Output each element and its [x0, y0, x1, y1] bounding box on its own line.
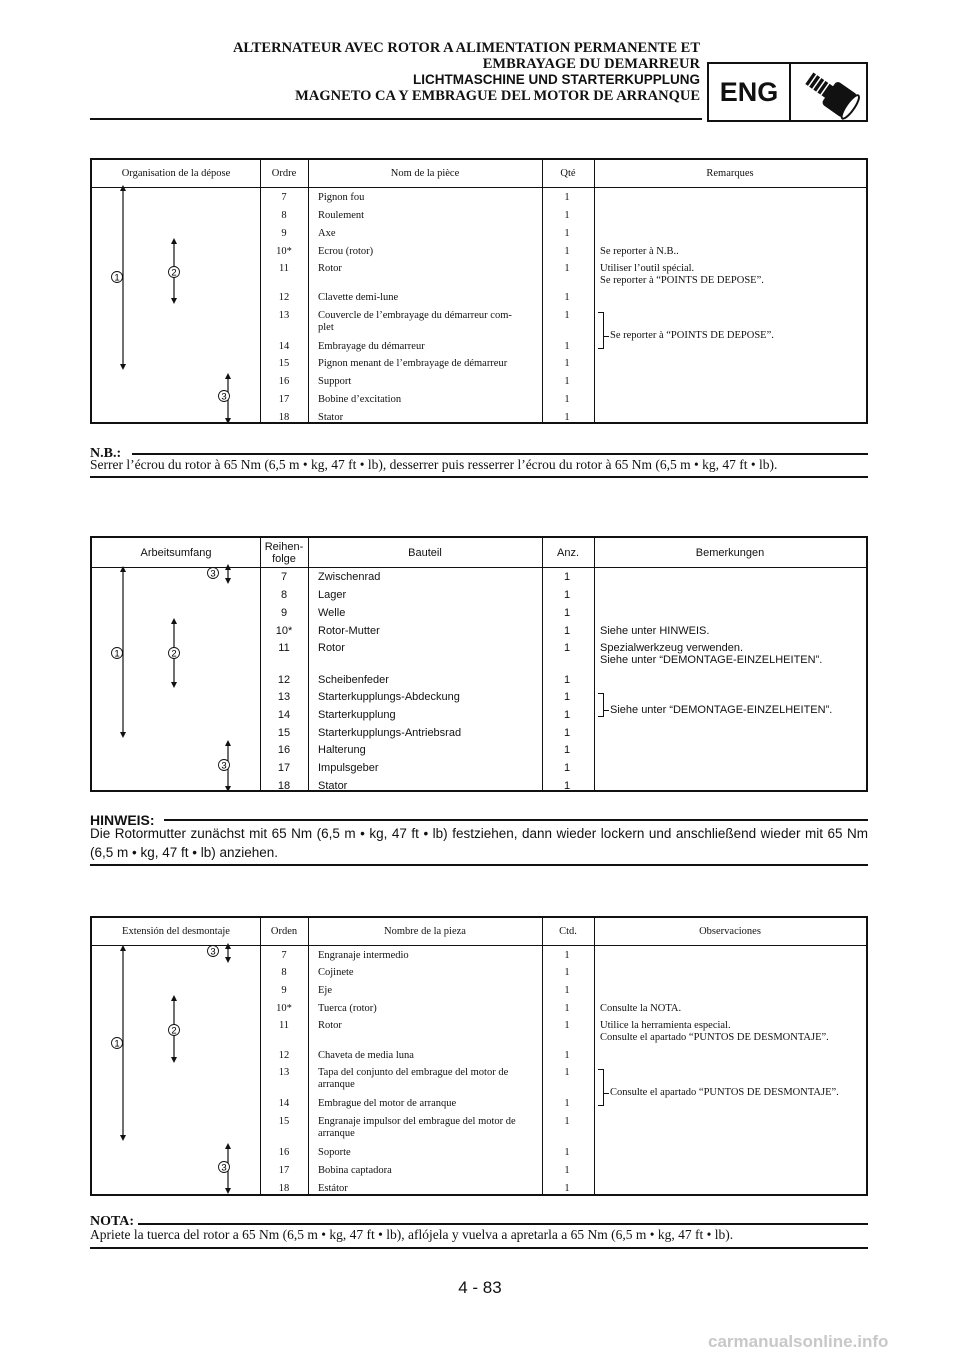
- arrow-group-3-top: [225, 943, 231, 963]
- svg-text:1: 1: [114, 648, 120, 660]
- row-name: Engranaje intermedio: [318, 950, 409, 961]
- note-text: Die Rotormutter zunächst mit 65 Nm (6,5 m • kg, 47 ft • lb) festziehen, dann wieder lockern und anschließend wieder mit 65 Nm (6,5 m • kg, 47 ft • lb) anziehen.: [90, 826, 868, 860]
- row-name: Stator: [318, 412, 344, 423]
- svg-text:3: 3: [210, 946, 216, 958]
- row-order: 12: [277, 674, 291, 686]
- row-name: Cojinete: [318, 967, 354, 978]
- marker-3: [208, 946, 219, 958]
- row-qty: 1: [564, 210, 570, 221]
- page-number: 4 - 83: [458, 1278, 502, 1297]
- row-name-cont: arranque: [318, 1128, 355, 1139]
- marker-1: [112, 648, 123, 660]
- row-name: Starterkupplung: [318, 709, 396, 721]
- row-qty: 1: [564, 341, 570, 352]
- col-order: Ordre: [271, 167, 297, 179]
- row-name: Rotor: [318, 642, 345, 654]
- row-order: 10*: [276, 1003, 292, 1014]
- row-order: 17: [278, 1165, 290, 1176]
- col-name: Nom de la pièce: [390, 167, 460, 179]
- marker-2: [169, 267, 180, 279]
- row-order: 9: [280, 607, 288, 619]
- row-name: Bobine d’excitation: [318, 394, 402, 405]
- col-group: Arbeitsumfang: [140, 546, 212, 559]
- row-order: 16: [278, 1147, 290, 1158]
- row-name: Impulsgeber: [318, 762, 379, 774]
- bracket-remark: Se reporter à “POINTS DE DEPOSE”.: [610, 330, 774, 341]
- note-title: HINWEIS:: [90, 812, 155, 828]
- row-qty: 1: [564, 985, 570, 996]
- row-name: Bobina captadora: [318, 1165, 392, 1176]
- col-group: Organisation de la dépose: [121, 167, 231, 179]
- row-name: Soporte: [318, 1147, 351, 1158]
- row-order: 13: [278, 1067, 290, 1078]
- row-qty: 1: [563, 709, 571, 721]
- bracket-remark: Consulte el apartado “PUNTOS DE DESMONTAJE”.: [610, 1087, 839, 1098]
- section-badge-label: ENG: [709, 64, 791, 120]
- note-title: N.B.:: [90, 446, 122, 461]
- row-order: 13: [277, 691, 291, 703]
- row-order: 18: [277, 780, 291, 792]
- row-remark: Consulte la NOTA.: [600, 1003, 682, 1014]
- row-remark-cont: Consulte el apartado “PUNTOS DE DESMONTAJE”.: [600, 1032, 829, 1043]
- row-order: 18: [278, 1183, 290, 1194]
- row-order: 14: [277, 709, 291, 721]
- row-name: Embrayage du démarreur: [318, 341, 425, 352]
- row-name: Support: [318, 376, 352, 387]
- col-remarks: Remarques: [706, 167, 754, 179]
- row-order: 14: [278, 341, 290, 352]
- row-name: Scheibenfeder: [318, 674, 389, 686]
- row-qty: 1: [564, 292, 570, 303]
- svg-text:3: 3: [210, 568, 216, 580]
- row-remark: Utilice la herramienta especial.: [600, 1020, 731, 1031]
- bracket-remark: Siehe unter “DEMONTAGE-EINZELHEITEN”.: [610, 704, 833, 716]
- row-name-cont: plet: [318, 322, 334, 333]
- row-name: Clavette demi-lune: [318, 292, 399, 303]
- header-line-3: LICHTMASCHINE UND STARTERKUPPLUNG: [413, 72, 700, 87]
- col-name: Nombre de la pieza: [384, 925, 466, 937]
- row-name: Tapa del conjunto del embrague del motor de: [318, 1067, 509, 1078]
- row-qty: 1: [564, 967, 570, 978]
- note-title: NOTA:: [90, 1214, 135, 1229]
- row-order: 8: [281, 210, 287, 221]
- row-qty: 1: [564, 376, 570, 387]
- row-qty: 1: [564, 263, 570, 274]
- svg-text:3: 3: [221, 1162, 227, 1174]
- row-order: 10*: [276, 246, 292, 257]
- row-name: Pignon fou: [318, 192, 365, 203]
- row-name: Chaveta de media luna: [318, 1050, 414, 1061]
- row-qty: 1: [564, 1003, 570, 1014]
- col-remarks: Bemerkungen: [695, 546, 765, 559]
- watermark: carmanualsonline.info: [708, 1332, 889, 1351]
- row-order: 15: [277, 727, 291, 739]
- col-qty: Anz.: [556, 546, 579, 559]
- row-remark-cont: Se reporter à “POINTS DE DEPOSE”.: [600, 275, 764, 286]
- row-order: 15: [278, 358, 290, 369]
- marker-2: [169, 1025, 180, 1037]
- row-order: 7: [281, 192, 287, 203]
- row-remark: Utiliser l’outil spécial.: [600, 263, 695, 274]
- row-name: Welle: [318, 607, 346, 619]
- row-order: 12: [278, 1050, 290, 1061]
- row-order: 8: [281, 967, 287, 978]
- row-name: Starterkupplungs-Abdeckung: [318, 691, 460, 703]
- row-order: 11: [278, 1020, 290, 1031]
- row-qty: 1: [564, 1165, 570, 1176]
- row-remark: Spezialwerkzeug verwenden.: [600, 642, 744, 654]
- row-order: 10*: [275, 625, 293, 637]
- row-qty: 1: [564, 1183, 570, 1194]
- row-qty: 1: [563, 780, 571, 792]
- row-qty: 1: [563, 642, 571, 654]
- marker-3: [208, 568, 219, 580]
- row-qty: 1: [564, 192, 570, 203]
- row-qty: 1: [564, 1147, 570, 1158]
- col-group: Extensión del desmontaje: [122, 925, 230, 937]
- row-qty: 1: [563, 762, 571, 774]
- row-name: Roulement: [318, 210, 365, 221]
- row-name: Rotor: [318, 263, 342, 274]
- svg-text:2: 2: [171, 267, 177, 279]
- svg-text:2: 2: [171, 1025, 177, 1037]
- col-order: Orden: [270, 925, 298, 937]
- header-line-2: EMBRAYAGE DU DEMARREUR: [482, 56, 700, 72]
- row-name: Lager: [318, 589, 347, 601]
- row-qty: 1: [563, 674, 571, 686]
- header-line-4: MAGNETO CA Y EMBRAGUE DEL MOTOR DE ARRANQUE: [295, 88, 700, 104]
- row-name: Ecrou (rotor): [318, 246, 374, 257]
- svg-text:2: 2: [171, 648, 177, 660]
- row-order: 16: [278, 376, 290, 387]
- row-remark: Se reporter à N.B..: [600, 246, 679, 257]
- row-qty: 1: [564, 246, 570, 257]
- row-name: Tuerca (rotor): [318, 1003, 377, 1014]
- row-qty: 1: [564, 1098, 570, 1109]
- row-name: Couvercle de l’embrayage du démarreur com-: [318, 310, 512, 321]
- col-remarks: Observaciones: [699, 925, 761, 937]
- row-name: Eje: [318, 985, 332, 996]
- note-text: Serrer l’écrou du rotor à 65 Nm (6,5 m • kg, 47 ft • lb), desserrer puis resserrer l’écrou du rotor à 65 Nm (6,5 m • kg, 47 ft • lb).: [90, 457, 778, 472]
- row-order: 9: [281, 985, 287, 996]
- col-order: Reihen- folge: [264, 540, 304, 565]
- row-order: 8: [280, 589, 288, 601]
- row-qty: 1: [564, 950, 570, 961]
- row-qty: 1: [564, 412, 570, 423]
- row-qty: 1: [563, 744, 571, 756]
- row-name: Rotor: [318, 1020, 342, 1031]
- row-name: Zwischenrad: [318, 571, 381, 583]
- row-remark: Siehe unter HINWEIS.: [600, 625, 710, 637]
- svg-text:1: 1: [114, 1038, 120, 1050]
- row-order: 16: [277, 744, 291, 756]
- header-line-1: ALTERNATEUR AVEC ROTOR A ALIMENTATION PERMANENTE ET: [232, 40, 700, 56]
- row-order: 7: [280, 571, 288, 583]
- marker-2: [169, 648, 180, 660]
- row-qty: 1: [564, 1116, 570, 1127]
- row-order: 9: [281, 228, 287, 239]
- col-qty: Ctd.: [559, 925, 577, 937]
- row-qty: 1: [564, 1050, 570, 1061]
- row-name: Stator: [318, 780, 348, 792]
- row-name-cont: arranque: [318, 1079, 355, 1090]
- svg-text:1: 1: [114, 272, 120, 284]
- row-order: 11: [278, 642, 290, 654]
- row-name: Engranaje impulsor del embrague del motor de: [318, 1116, 516, 1127]
- row-qty: 1: [564, 228, 570, 239]
- svg-text:3: 3: [221, 391, 227, 403]
- row-order: 18: [278, 412, 290, 423]
- row-qty: 1: [563, 589, 571, 601]
- row-qty: 1: [564, 394, 570, 405]
- row-qty: 1: [563, 571, 571, 583]
- row-qty: 1: [564, 1067, 570, 1078]
- row-order: 17: [278, 394, 290, 405]
- marker-1: [112, 1038, 123, 1050]
- row-qty: 1: [564, 1020, 570, 1031]
- col-qty: Qté: [560, 167, 576, 179]
- row-order: 15: [278, 1116, 290, 1127]
- row-order: 13: [278, 310, 290, 321]
- row-remark-cont: Siehe unter “DEMONTAGE-EINZELHEITEN”.: [600, 654, 823, 666]
- row-qty: 1: [563, 727, 571, 739]
- arrow-group-3-top: [225, 564, 231, 584]
- note-text: Apriete la tuerca del rotor a 65 Nm (6,5 m • kg, 47 ft • lb), aflójela y vuelva a apretarla a 65 Nm (6,5 m • kg, 47 ft • lb).: [90, 1227, 734, 1242]
- row-name: Halterung: [318, 744, 366, 756]
- row-name: Rotor-Mutter: [318, 625, 380, 637]
- row-qty: 1: [563, 691, 571, 703]
- row-qty: 1: [563, 607, 571, 619]
- row-name: Pignon menant de l’embrayage de démarreur: [318, 358, 508, 369]
- row-order: 14: [278, 1098, 290, 1109]
- row-name: Embrague del motor de arranque: [318, 1098, 457, 1109]
- row-order: 7: [281, 950, 287, 961]
- row-name: Starterkupplungs-Antriebsrad: [318, 727, 462, 739]
- row-qty: 1: [563, 625, 571, 637]
- col-name: Bauteil: [408, 546, 442, 559]
- marker-1: [112, 272, 123, 284]
- row-qty: 1: [564, 310, 570, 321]
- row-name: Estátor: [318, 1183, 348, 1194]
- row-name: Axe: [318, 228, 336, 239]
- row-order: 17: [277, 762, 291, 774]
- row-order: 11: [278, 263, 290, 274]
- svg-text:3: 3: [221, 760, 227, 772]
- row-order: 12: [278, 292, 290, 303]
- row-qty: 1: [564, 358, 570, 369]
